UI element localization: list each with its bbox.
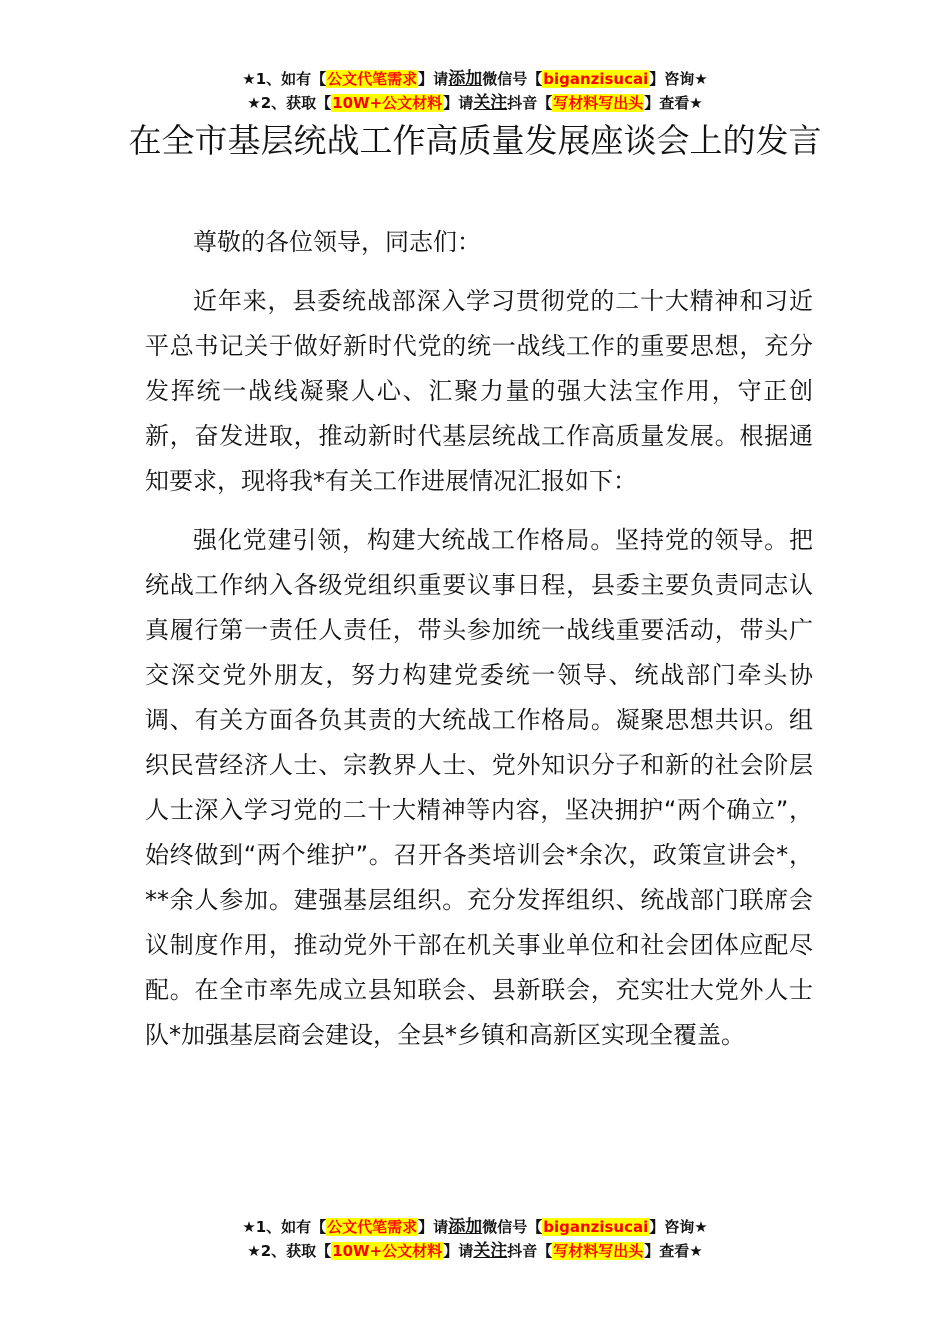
document-body [145, 220, 813, 1058]
greeting: 尊敬的各位领导，同志们： [193, 228, 481, 256]
promo-highlight: 10W+公文材料 [332, 94, 443, 112]
promo-line-1: ★1、如有【公文代笔需求】请添加微信号【biganzisucai】咨询★ [242, 1217, 708, 1237]
promo-highlight: 公文代笔需求 [327, 1218, 418, 1236]
promo-highlight: 公文代笔需求 [327, 70, 418, 88]
paragraph: 强化党建引领，构建大统战工作格局。坚持党的领导。把统战工作纳入各级党组织重要议事日程，县委主要负责同志认真履行第一责任人责任，带头参加统一战线重要活动，带头广交深交党外朋友，努力构建党委统一领导、统战部门牵头协调、有关方面各负其责的大统战工作格局。凝聚思想共识。组织民营经济人士、宗教界人士、党外知识分子和新的社会阶层人士深入学习党的二十大精神等内容，坚决拥护“两个确立”，始终做到“两个维护”。召开各类培训会*余次，政策宣讲会*，**余人参加。建强基层组织。充分发挥组织、统战部门联席会议制度作用，推动党外干部在机关事业单位和社会团体应配尽配。在全市率先成立县知联会、县新联会，充实壮大党外人士队*加强基层商会建设，全县*乡镇和高新区实现全覆盖。 [145, 526, 813, 1049]
promo-highlight: biganzisucai [543, 70, 649, 88]
promo-highlight: biganzisucai [543, 1218, 649, 1236]
document-title: 在全市基层统战工作高质量发展座谈会上的发言 [128, 121, 822, 160]
promo-line-1: ★1、如有【公文代笔需求】请添加微信号【biganzisucai】咨询★ [242, 69, 708, 89]
header-promo-banner [0, 67, 950, 115]
paragraph: 近年来，县委统战部深入学习贯彻党的二十大精神和习近平总书记关于做好新时代党的统一战线工作的重要思想，充分发挥统一战线凝聚人心、汇聚力量的强大法宝作用，守正创新，奋发进取，推动新时代基层统战工作高质量发展。根据通知要求，现将我*有关工作进展情况汇报如下： [145, 287, 813, 495]
promo-line-2: ★2、获取【10W+公文材料】请关注抖音【写材料写出头】查看★ [247, 93, 703, 113]
promo-highlight: 10W+公文材料 [332, 1242, 443, 1260]
promo-line-2: ★2、获取【10W+公文材料】请关注抖音【写材料写出头】查看★ [247, 1241, 703, 1261]
promo-highlight: 写材料写出头 [553, 94, 644, 112]
footer-promo-banner [0, 1215, 950, 1263]
promo-highlight: 写材料写出头 [553, 1242, 644, 1260]
